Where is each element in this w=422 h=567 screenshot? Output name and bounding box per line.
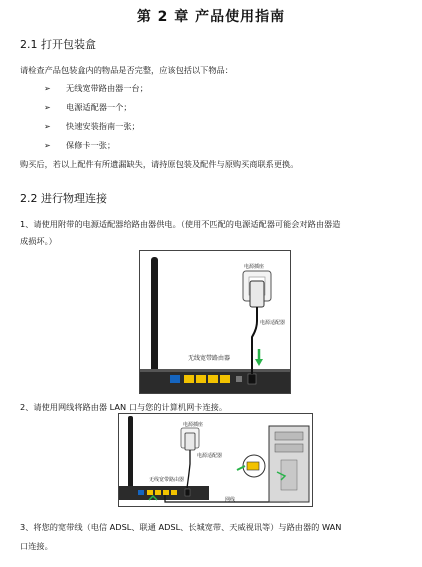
wan-port (170, 375, 180, 383)
step-1-line-1: 1、请使用附带的电源适配器给路由器供电。（使用不匹配的电源适配器可能会对路由器造 (20, 219, 341, 229)
antenna-icon (151, 257, 158, 375)
step-1-line-2: 成损坏。） (20, 236, 57, 246)
list-item (44, 121, 140, 132)
antenna-icon (128, 416, 133, 494)
label-power-socket: 电源插座 (244, 264, 265, 270)
list-item (44, 83, 148, 94)
power-cable (252, 307, 257, 374)
label-router: 无线宽带路由器 (188, 355, 231, 362)
label-cable: 网线 (225, 497, 236, 503)
figure-power-connection (139, 250, 291, 394)
list-item-text: 保修卡一张； (66, 140, 116, 150)
arrow-down-icon (255, 359, 263, 366)
list-item (44, 102, 132, 113)
list-item-text: 无线宽带路由器一台； (66, 83, 148, 93)
bullet-marker: ➢ (44, 103, 51, 112)
section-2-1-intro: 请检查产品包装盒内的物品是否完整，应该包括以下物品： (20, 65, 233, 75)
lan-port-2 (196, 375, 206, 383)
lan-port-3 (208, 375, 218, 383)
section-2-1-title: 2.1 打开包装盒 (20, 38, 96, 51)
bullet-marker: ➢ (44, 122, 51, 131)
step-3-line-2: 口连接。 (20, 541, 53, 551)
power-adapter-icon (185, 433, 195, 450)
wan-port (138, 490, 144, 495)
figure-lan-connection (118, 413, 313, 507)
label-power-adapter: 电源适配器 (260, 320, 286, 326)
section-2-2-title: 2.2 进行物理连接 (20, 192, 107, 205)
list-item-text: 快速安装指南一张； (66, 121, 140, 131)
power-adapter-icon (250, 281, 264, 307)
label-power-socket: 电源插座 (183, 422, 204, 428)
bullet-marker: ➢ (44, 84, 51, 93)
lan-port-4 (220, 375, 230, 383)
label-power-adapter: 电源适配器 (197, 453, 223, 459)
list-item-text: 电源适配器一个； (66, 102, 132, 112)
step-2-text: 2、请使用网线将路由器 LAN 口与您的计算机网卡连接。 (20, 402, 228, 412)
step-3-line-1: 3、将您的宽带线（电信 ADSL、联通 ADSL、长城宽带、天威视讯等）与路由器的 WAN (20, 522, 342, 532)
power-port (248, 374, 256, 384)
bullet-marker: ➢ (44, 141, 51, 150)
section-2-1-note: 购买后，若以上配件有所遗漏缺失，请持原包装及配件与原购买商联系更换。 (20, 159, 299, 169)
label-router: 无线宽带路由器 (149, 477, 185, 483)
list-item (44, 140, 115, 151)
chapter-title: 第 2 章 产品使用指南 (136, 9, 286, 25)
lan-port-1 (184, 375, 194, 383)
router-lan-illustration (119, 414, 312, 506)
